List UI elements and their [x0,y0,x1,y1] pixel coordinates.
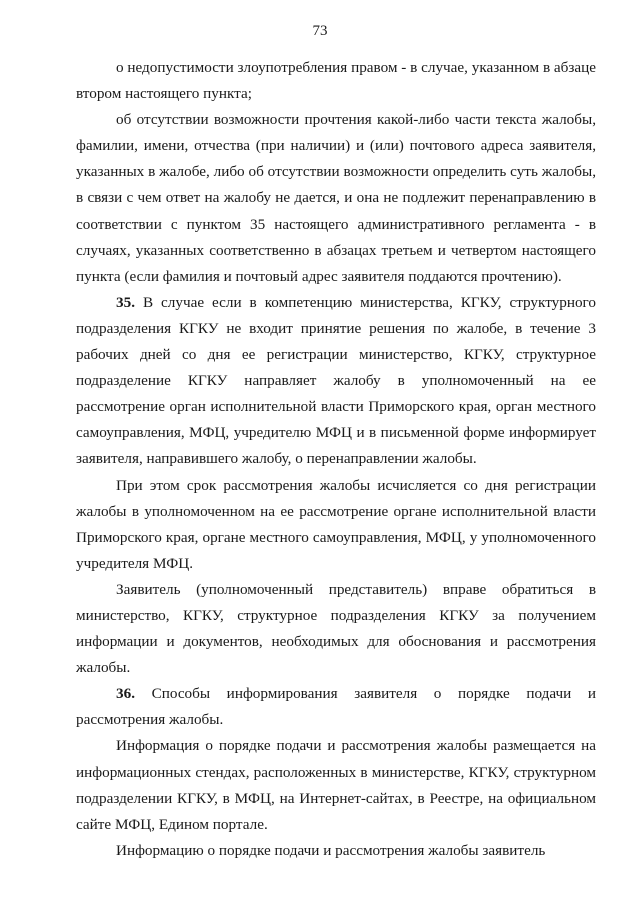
paragraph-35 [76,290,596,473]
body-text [76,55,596,864]
paragraph-5 [76,577,596,681]
paragraph-text: Способы информирования заявителя о порядке подачи и рассмотрения жалобы. [76,685,596,729]
paragraph-36 [76,681,596,733]
paragraph-text: Информацию о порядке подачи и рассмотрения жалобы заявитель [116,841,546,859]
paragraph-7 [76,733,596,837]
paragraph-text: о недопустимости злоупотребления правом - в случае, указанном в абзаце втором настоящего пункта; [76,59,596,103]
paragraph-4 [76,473,596,577]
paragraph-text: Информация о порядке подачи и рассмотрения жалобы размещается на информационных стендах, расположенных в министерстве, КГКУ, структурном подразделении КГКУ, в МФЦ, на Интернет-сайтах, в Реестре, на официальном сайте МФЦ, Едином портале. [76,737,596,833]
paragraph-2 [76,107,596,290]
paragraph-number: 35. [116,293,135,311]
paragraph-text: об отсутствии возможности прочтения какой-либо части текста жалобы, фамилии, имени, отчества (при наличии) и (или) почтового адреса заявителя, указанных в жалобе, либо об отсутствии возможности определить суть жалобы, в связи с чем ответ на жалобу не дается, и она не подлежит перенаправлению в соответствии с пунктом 35 настоящего административного регламента - в случаях, указанных соответственно в абзацах третьем и четвертом настоящего пункта (если фамилия и почтовый адрес заявителя поддаются прочтению). [76,111,596,285]
paragraph-number: 36. [116,685,135,703]
page-number: 73 [312,23,328,39]
paragraph-text: При этом срок рассмотрения жалобы исчисляется со дня регистрации жалобы в уполномоченном на ее рассмотрение органе исполнительной власти Приморского края, органе местного самоуправления, МФЦ, у уполномоченного учредителя МФЦ. [76,476,596,572]
paragraph-text: В случае если в компетенцию министерства, КГКУ, структурного подразделения КГКУ не входит принятие решения по жалобе, в течение 3 рабочих дней со дня ее регистрации министерство, КГКУ, структурное подразделение КГКУ направляет жалобу в уполномоченный на ее рассмотрение орган исполнительной власти Приморского края, орган местного самоуправления, МФЦ, учредителю МФЦ и в письменной форме информирует заявителя, направившего жалобу, о перенаправлении жалобы. [76,293,596,468]
paragraph-8 [76,838,596,864]
paragraph-1 [76,55,596,107]
paragraph-text: Заявитель (уполномоченный представитель) вправе обратиться в министерство, КГКУ, структурное подразделения КГКУ за получением информации и документов, необходимых для обоснования и рассмотрения жалобы. [76,580,596,677]
